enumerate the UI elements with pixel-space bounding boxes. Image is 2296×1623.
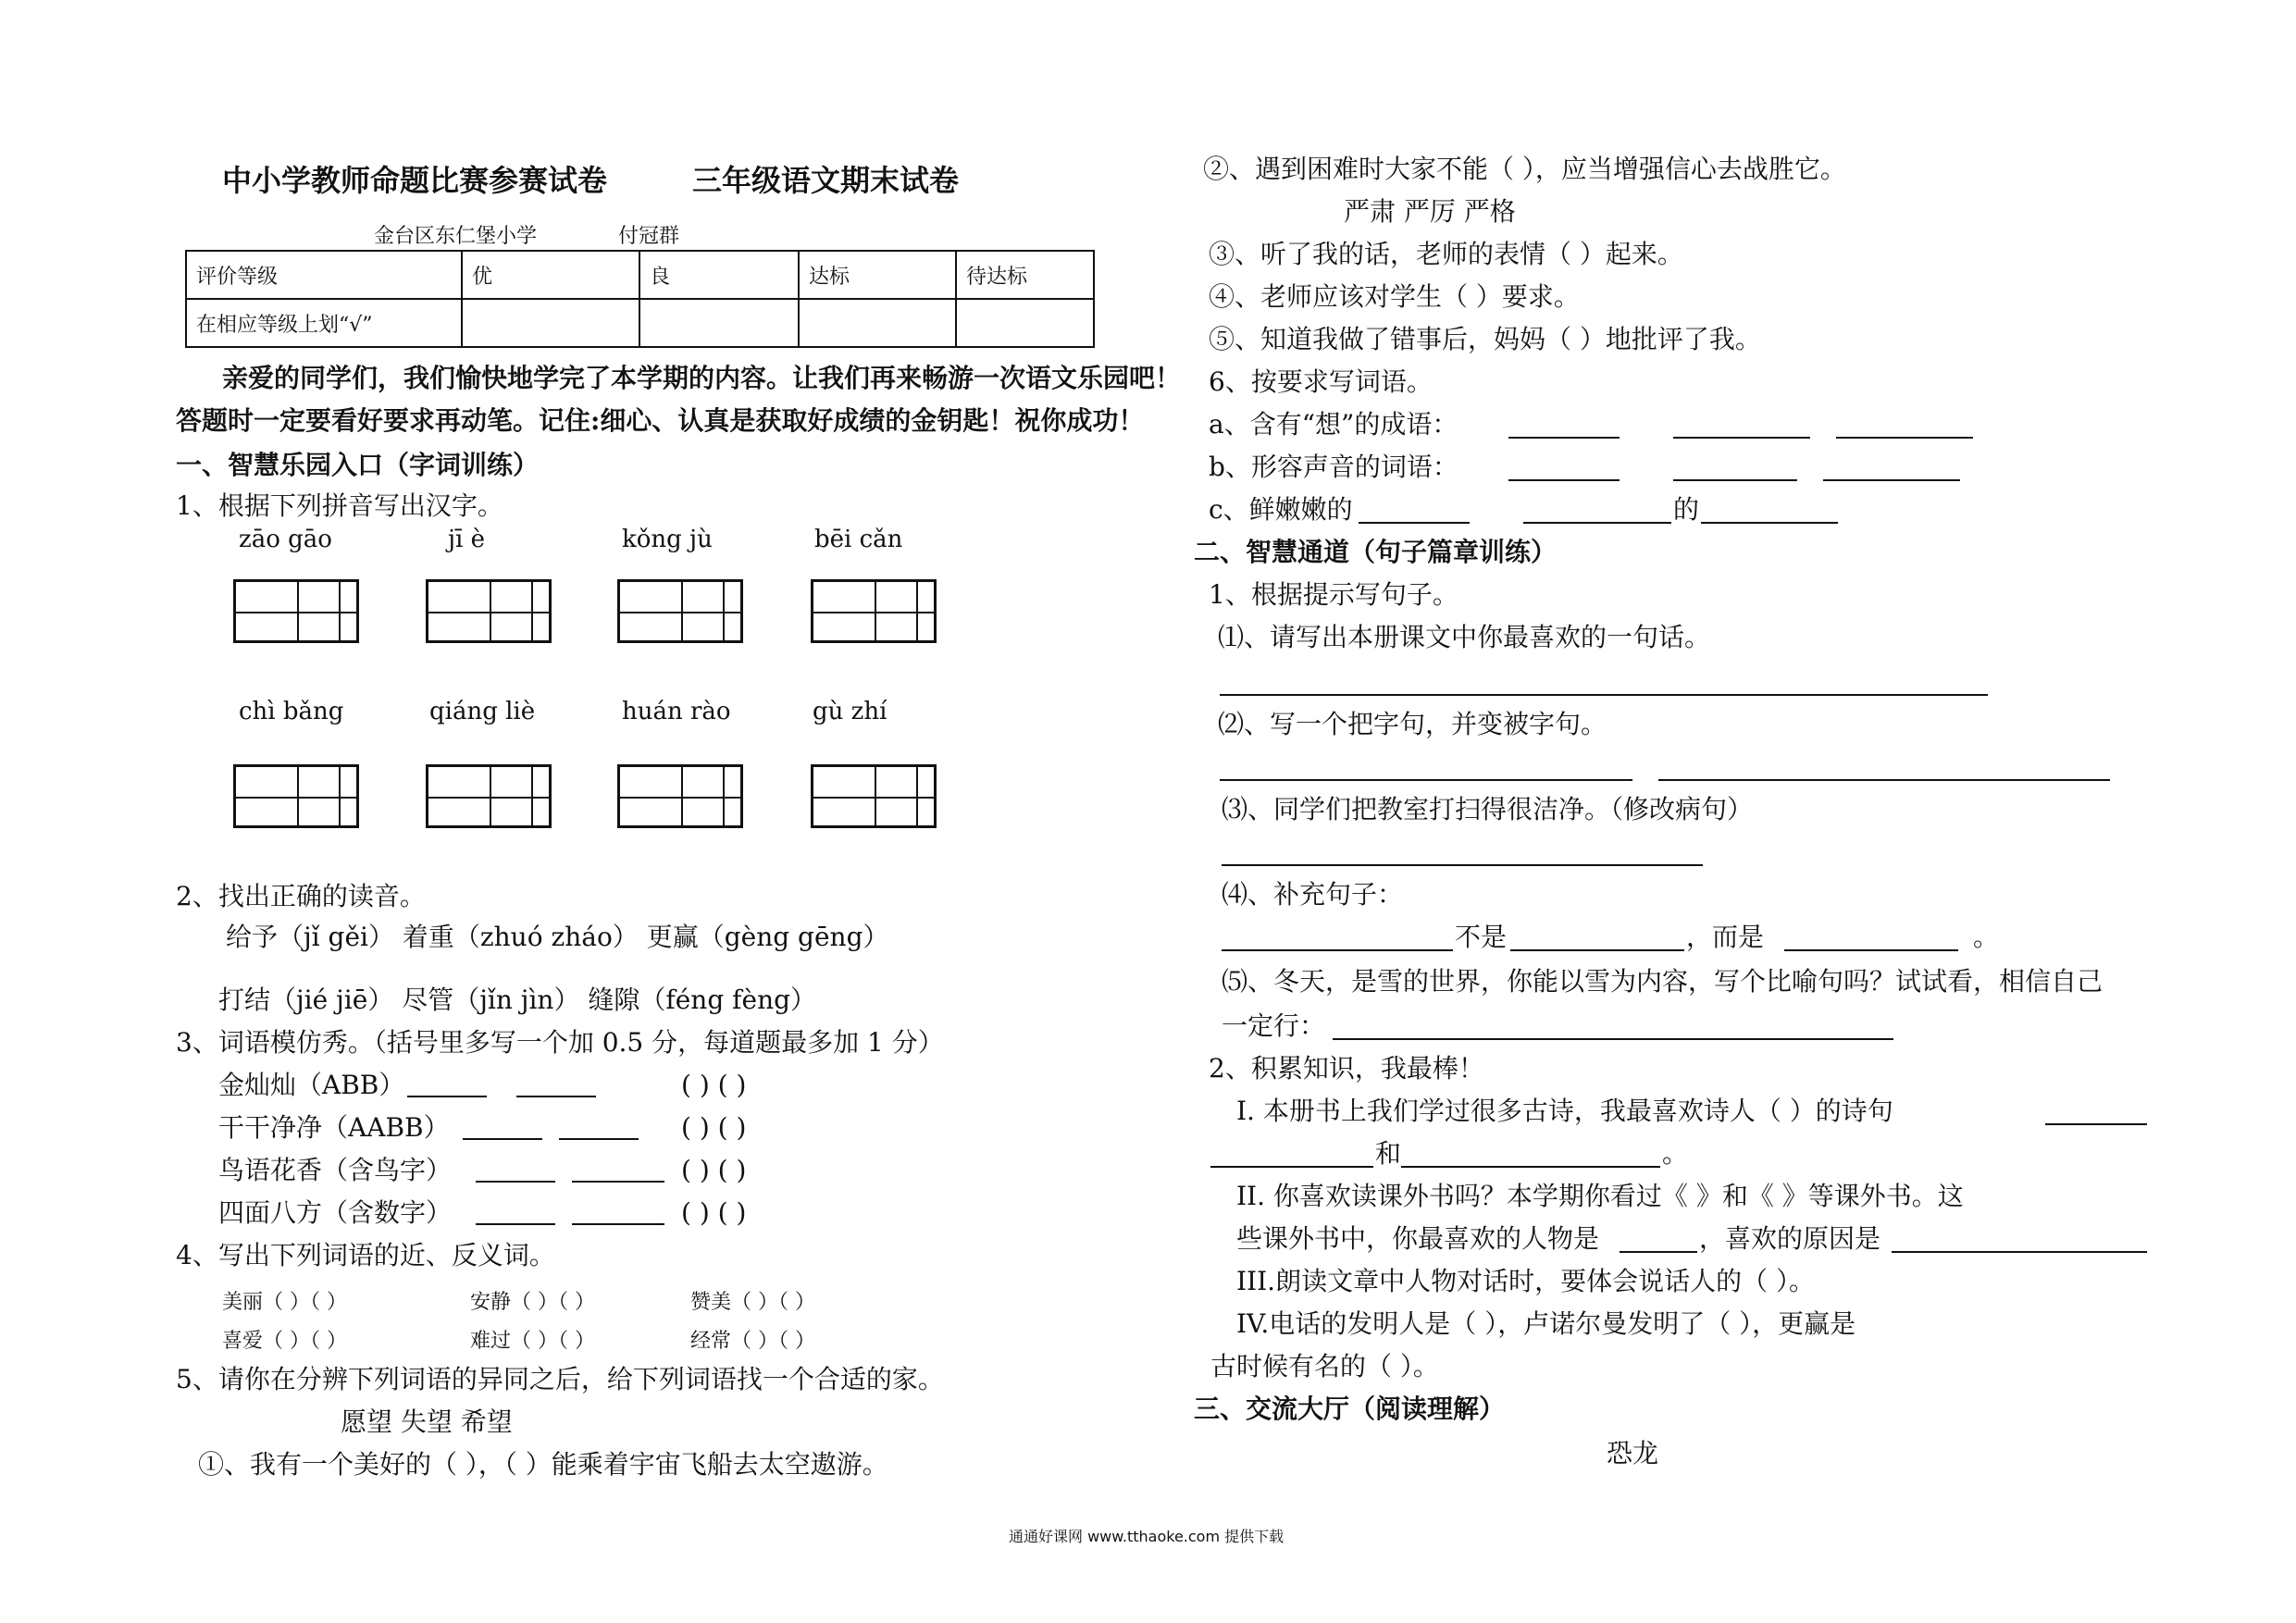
fill-sentence-5: ⑤、知道我做了错事后，妈妈（ ）地批评了我。 — [1209, 324, 1761, 354]
sentence-task-5: ⑸、冬天，是雪的世界，你能以雪为内容，写个比喻句吗？试试看，相信自己 — [1222, 966, 2104, 997]
character-writing-grid[interactable] — [233, 764, 359, 828]
pinyin: zāo gāo — [239, 526, 332, 553]
grade-mark-cell[interactable] — [639, 299, 799, 347]
section-1-title: 一、智慧乐园入口（字词训练） — [176, 450, 540, 480]
answer-line[interactable] — [476, 1223, 555, 1225]
sentence-task-4-bushi: 不是 — [1455, 922, 1508, 952]
answer-line[interactable] — [1222, 864, 1703, 866]
synonym-antonym-item: 美丽（ ）（ ） — [222, 1291, 347, 1314]
sentence-task-2: ⑵、写一个把字句，并变被字句。 — [1218, 709, 1607, 739]
exam-title-left: 中小学教师命题比赛参赛试卷 — [222, 163, 608, 198]
word-pattern-item: 鸟语花香（含鸟字） — [218, 1155, 453, 1185]
answer-line[interactable] — [476, 1181, 555, 1183]
character-writing-grid[interactable] — [426, 764, 552, 828]
answer-line[interactable] — [1508, 437, 1620, 439]
answer-line[interactable] — [1823, 479, 1960, 481]
grade-needs-work: 待达标 — [956, 251, 1094, 299]
knowledge-item-4: IV.电话的发明人是（ ），卢诺尔曼发明了（ ），更赢是 — [1236, 1308, 1856, 1339]
fill-sentence-1: ①、我有一个美好的（ ），（ ）能乘着宇宙飞船去太空遨游。 — [198, 1449, 888, 1480]
pinyin: gù zhí — [813, 698, 887, 725]
question-3: 3、词语模仿秀。（括号里多写一个加 0.5 分，每道题最多加 1 分） — [176, 1027, 944, 1058]
word-pattern-item: 干干净净（AABB） — [218, 1112, 450, 1143]
sentence-task-1: ⑴、请写出本册课文中你最喜欢的一句话。 — [1218, 622, 1711, 652]
answer-line[interactable] — [1673, 437, 1810, 439]
character-writing-grid[interactable] — [426, 579, 552, 643]
footer-credit: 通通好课网 www.tthaoke.com 提供下载 — [1009, 1528, 1285, 1545]
exam-title-right: 三年级语文期末试卷 — [692, 163, 960, 198]
word-pattern-item: 四面八方（含数字） — [218, 1197, 453, 1228]
answer-line[interactable] — [1784, 949, 1958, 951]
answer-parentheses[interactable]: ( ) ( ) — [681, 1197, 747, 1228]
q6-part-c-de: 的 — [1673, 494, 1700, 525]
answer-line[interactable] — [407, 1096, 487, 1097]
grade-pass: 达标 — [799, 251, 956, 299]
answer-line[interactable] — [463, 1138, 542, 1140]
part-2-question-2: 2、积累知识，我最棒！ — [1209, 1053, 1484, 1084]
answer-line[interactable] — [1523, 522, 1671, 524]
q6-part-a: a、含有“想”的成语： — [1209, 409, 1458, 440]
knowledge-item-2-cont: 些课外书中，你最喜欢的人物是 — [1236, 1223, 1600, 1254]
pinyin: chì bǎng — [239, 698, 344, 725]
sentence-task-3: ⑶、同学们把教室打扫得很洁净。（修改病句） — [1222, 794, 1754, 824]
pinyin: kǒng jù — [622, 526, 713, 553]
knowledge-item-4-cont: 古时候有名的（ ）。 — [1210, 1351, 1439, 1381]
character-writing-grid[interactable] — [617, 764, 743, 828]
sentence-task-4-ershi: ，而是 — [1686, 922, 1765, 952]
intro-line-1: 亲爱的同学们，我们愉快地学完了本学期的内容。让我们再来畅游一次语文乐园吧！ — [222, 363, 1182, 393]
answer-line[interactable] — [1210, 1166, 1373, 1168]
knowledge-item-1-and: 和 — [1375, 1138, 1402, 1169]
pinyin: jī è — [448, 526, 486, 553]
answer-line[interactable] — [1220, 779, 1632, 781]
question-5: 5、请你在分辨下列词语的异同之后，给下列词语找一个合适的家。 — [176, 1364, 944, 1394]
character-writing-grid[interactable] — [811, 579, 937, 643]
grade-mark-cell[interactable] — [956, 299, 1094, 347]
pinyin: qiáng liè — [429, 698, 536, 725]
question-1: 1、根据下列拼音写出汉字。 — [176, 490, 503, 521]
pinyin: bēi cǎn — [814, 526, 903, 553]
synonym-antonym-item: 难过（ ）（ ） — [470, 1330, 595, 1353]
question-4: 4、写出下列词语的近、反义词。 — [176, 1240, 555, 1270]
knowledge-item-1: I. 本册书上我们学过很多古诗，我最喜欢诗人（ ）的诗句 — [1236, 1096, 1893, 1126]
knowledge-item-2-reason: ，喜欢的原因是 — [1699, 1223, 1881, 1254]
synonym-antonym-item: 安静（ ）（ ） — [470, 1291, 595, 1314]
school-name: 金台区东仁堡小学 — [374, 225, 538, 248]
answer-line[interactable] — [1359, 522, 1470, 524]
grade-mark-cell[interactable] — [799, 299, 956, 347]
answer-line[interactable] — [1510, 949, 1684, 951]
synonym-antonym-item: 赞美（ ）（ ） — [690, 1291, 815, 1314]
synonym-antonym-item: 经常（ ）（ ） — [690, 1330, 815, 1353]
grade-mark-cell[interactable] — [462, 299, 639, 347]
word-choices: 愿望 失望 希望 — [341, 1406, 513, 1437]
knowledge-item-3: III.朗读文章中人物对话时，要体会说话人的（ ）。 — [1236, 1266, 1815, 1296]
answer-parentheses[interactable]: ( ) ( ) — [681, 1155, 747, 1185]
pronunciation-line-1: 给予（jǐ gěi） 着重（zhuó zháo） 更赢（gèng gēng） — [226, 922, 889, 952]
question-2: 2、找出正确的读音。 — [176, 881, 426, 911]
grade-table — [185, 250, 1095, 348]
grade-good: 良 — [639, 251, 799, 299]
grade-excellent: 优 — [462, 251, 639, 299]
word-choices: 严肃 严厉 严格 — [1344, 196, 1516, 227]
word-pattern-item: 金灿灿（ABB） — [218, 1070, 405, 1100]
answer-line[interactable] — [572, 1181, 664, 1183]
author-name: 付冠群 — [618, 225, 680, 248]
answer-line[interactable] — [1333, 1038, 1893, 1040]
knowledge-item-2: II. 你喜欢读课外书吗？本学期你看过《 》和《 》等课外书。这 — [1236, 1181, 1964, 1211]
answer-line[interactable] — [1658, 779, 2110, 781]
answer-line[interactable] — [559, 1138, 639, 1140]
answer-line[interactable] — [572, 1223, 664, 1225]
character-writing-grid[interactable] — [811, 764, 937, 828]
fill-sentence-3: ③、听了我的话，老师的表情（ ）起来。 — [1209, 239, 1683, 269]
pronunciation-line-2: 打结（jié jiē） 尽管（jǐn jìn） 缝隙（féng fèng） — [218, 985, 817, 1015]
knowledge-item-1-end: 。 — [1662, 1138, 1689, 1169]
sentence-task-4: ⑷、补充句子： — [1222, 879, 1404, 910]
character-writing-grid[interactable] — [617, 579, 743, 643]
character-writing-grid[interactable] — [233, 579, 359, 643]
part-2-question-1: 1、根据提示写句子。 — [1209, 579, 1458, 610]
answer-line[interactable] — [516, 1096, 596, 1097]
section-2-title: 二、智慧通道（句子篇章训练） — [1194, 537, 1558, 567]
answer-line[interactable] — [1222, 949, 1453, 951]
sentence-task-5-cont: 一定行： — [1222, 1010, 1326, 1041]
q6-part-c: c、鲜嫩嫩的 — [1209, 494, 1353, 525]
answer-line[interactable] — [1620, 1251, 1697, 1253]
answer-line[interactable] — [1508, 479, 1620, 481]
reading-title: 恐龙 — [1607, 1438, 1659, 1468]
answer-line[interactable] — [2045, 1123, 2147, 1125]
sentence-task-4-end: 。 — [1973, 922, 2000, 952]
question-6: 6、按要求写词语。 — [1209, 366, 1433, 397]
grade-mark-label: 在相应等级上划“√” — [186, 299, 462, 347]
answer-line[interactable] — [1220, 694, 1988, 696]
answer-parentheses[interactable]: ( ) ( ) — [681, 1070, 747, 1100]
intro-line-2: 答题时一定要看好要求再动笔。记住:细心、认真是获取好成绩的金钥匙！祝你成功！ — [176, 405, 1145, 436]
section-3-title: 三、交流大厅（阅读理解） — [1194, 1394, 1506, 1424]
answer-line[interactable] — [1701, 522, 1838, 524]
q6-part-b: b、形容声音的词语： — [1209, 452, 1458, 482]
fill-sentence-4: ④、老师应该对学生（ ）要求。 — [1209, 281, 1580, 312]
answer-line[interactable] — [1673, 479, 1797, 481]
answer-line[interactable] — [1892, 1251, 2147, 1253]
grade-header-cell: 评价等级 — [186, 251, 462, 299]
answer-parentheses[interactable]: ( ) ( ) — [681, 1112, 747, 1143]
synonym-antonym-item: 喜爱（ ）（ ） — [222, 1330, 347, 1353]
fill-sentence-2: ②、遇到困难时大家不能（ ），应当增强信心去战胜它。 — [1203, 154, 1846, 184]
pinyin: huán rào — [622, 698, 731, 725]
answer-line[interactable] — [1836, 437, 1973, 439]
answer-line[interactable] — [1401, 1166, 1660, 1168]
